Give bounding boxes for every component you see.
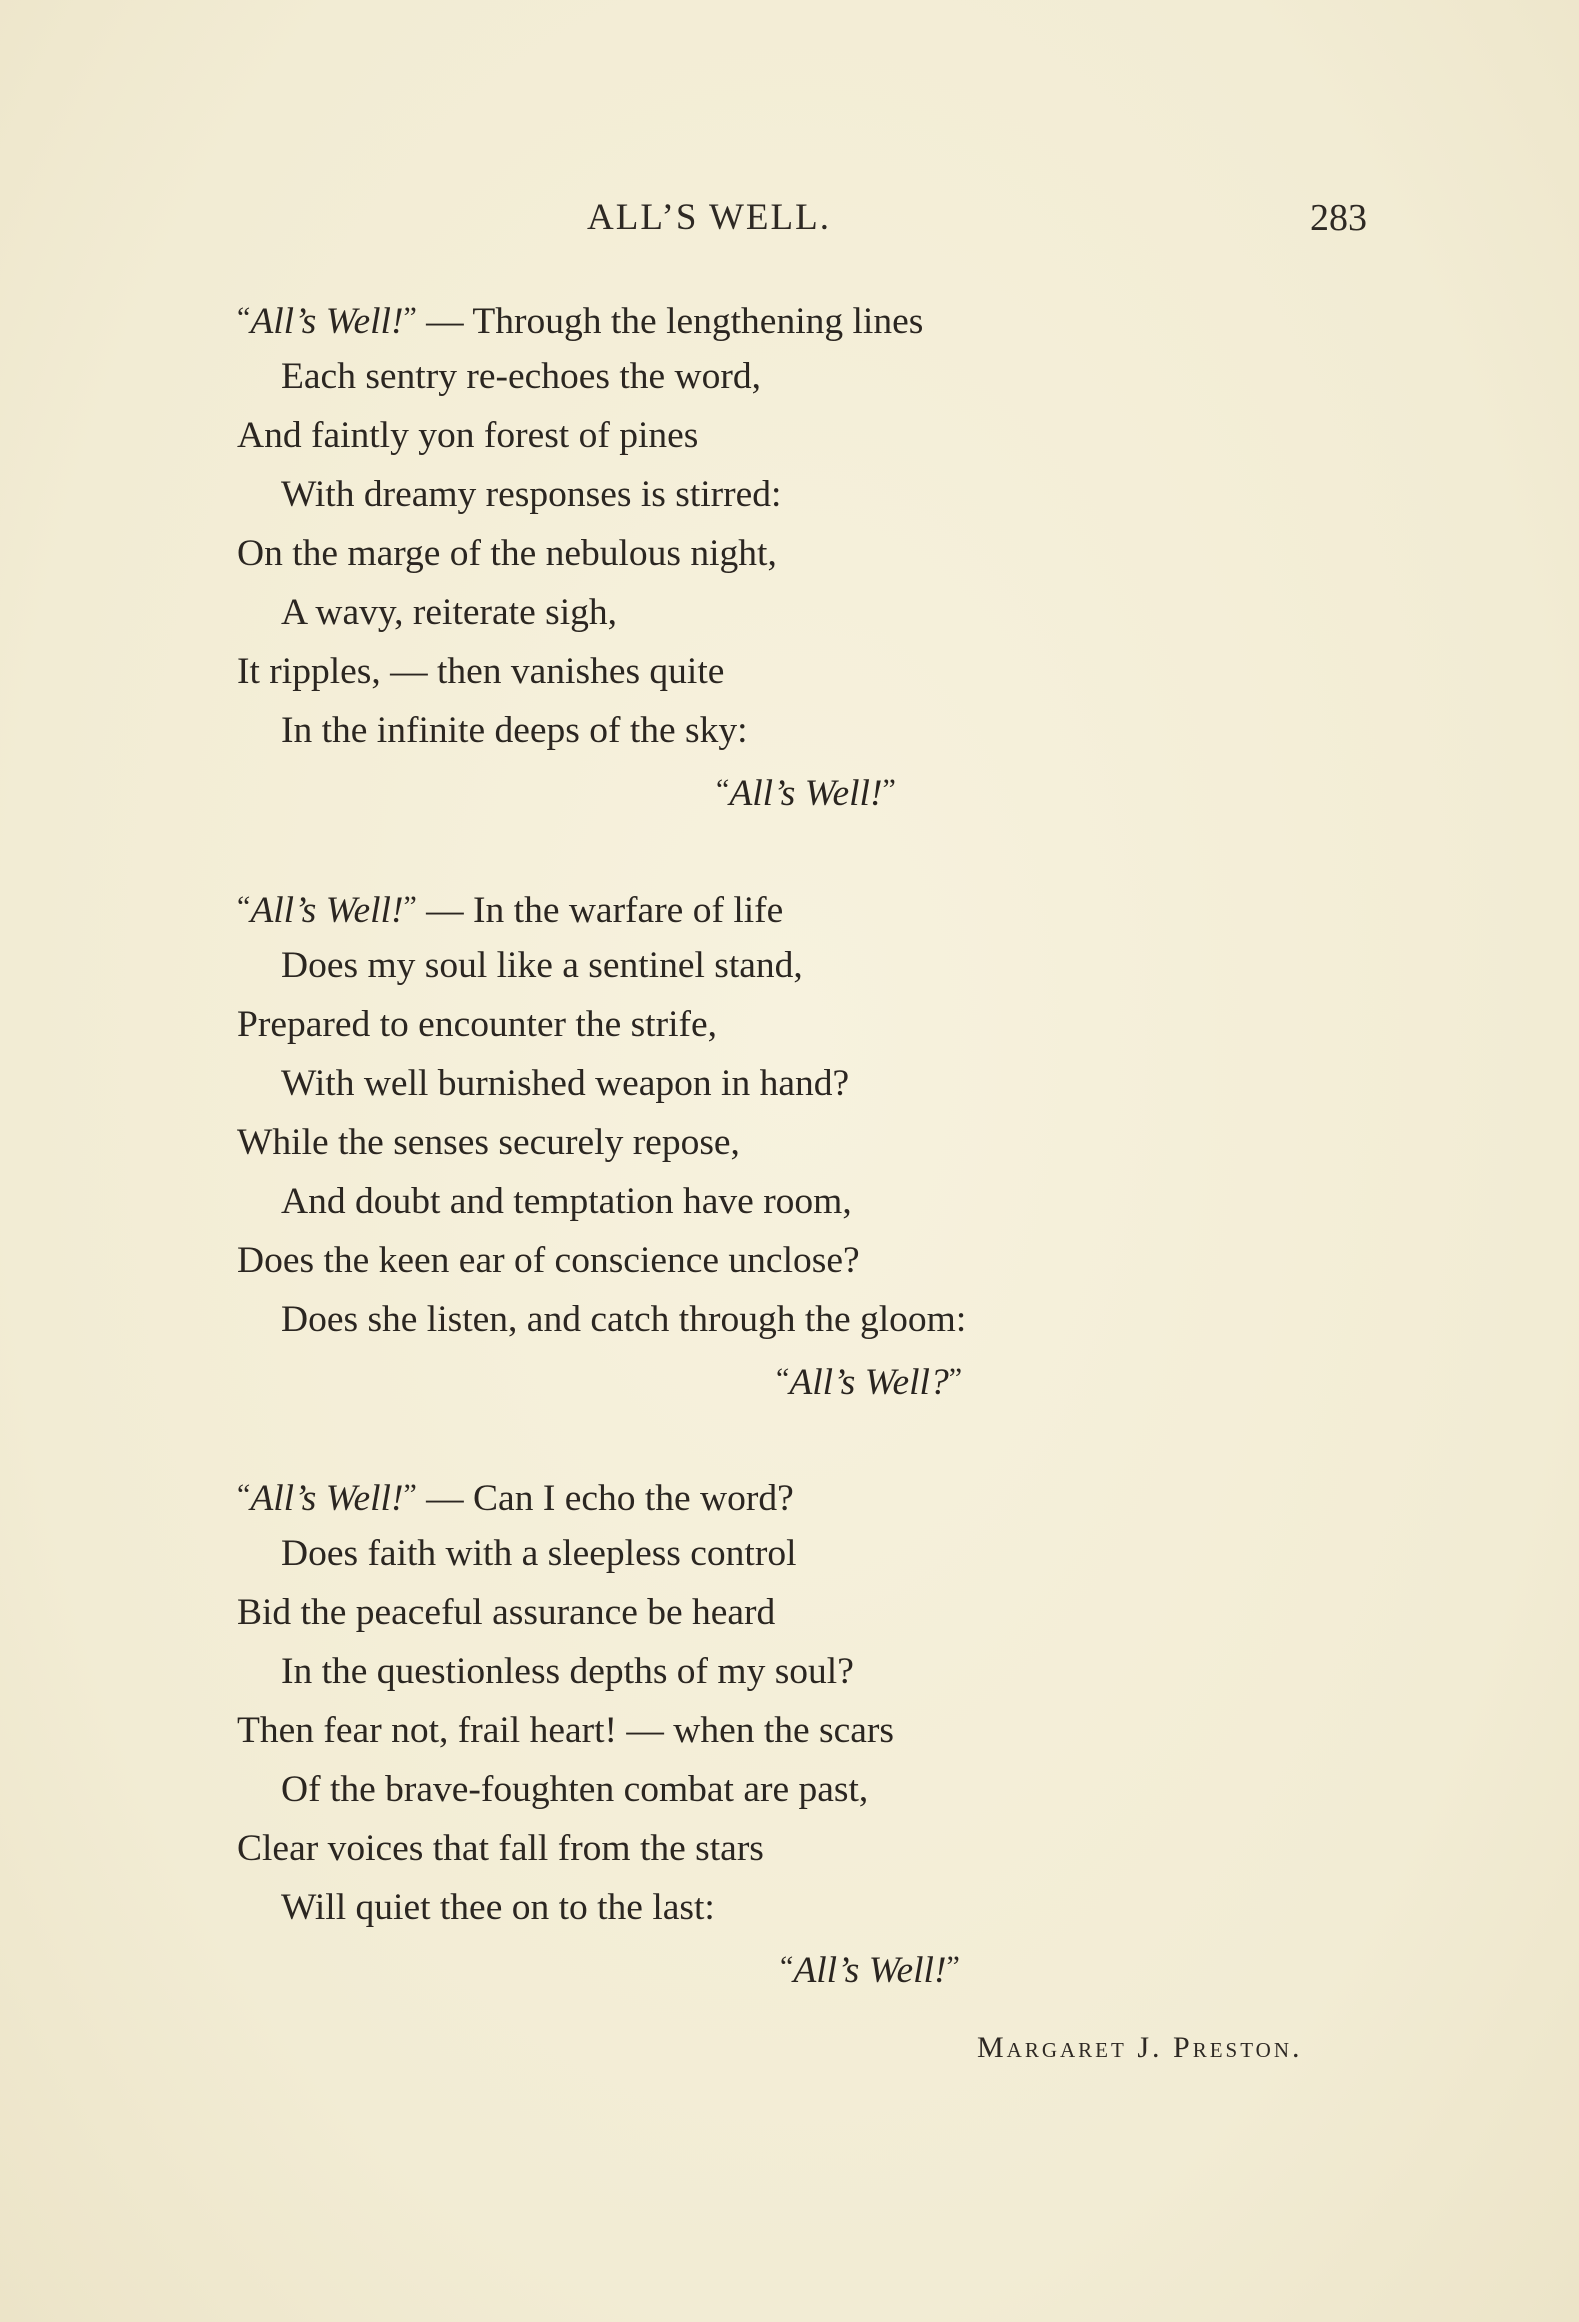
stanza-1-line-3: With dreamy responses is stirred: [281,474,782,515]
stanza-2-opening-line: “All’s Well!” — In the warfare of life [237,890,784,931]
stanza-2-opening-refrain: All’s Well! [250,890,404,931]
stanza-1-line-4: On the marge of the nebulous night, [237,533,777,574]
stanza-1-opening-refrain: All’s Well! [250,301,404,342]
stanza-1-opening-rest: — Through the lengthening lines [416,301,924,342]
stanza-2-closing-refrain: All’s Well? [789,1362,949,1403]
stanza-2-line-6: Does the keen ear of conscience unclose? [237,1240,860,1281]
stanza-3-line-6: Clear voices that fall from the stars [237,1828,764,1869]
stanza-2-closing-line: “All’s Well?” [776,1362,963,1403]
stanza-1-line-5: A wavy, reiterate sigh, [281,592,617,633]
stanza-1-closing-line: “All’s Well!” [716,773,896,814]
stanza-2-opening-rest: — In the warfare of life [416,890,784,931]
running-title: ALL’S WELL. [587,197,831,238]
stanza-2-line-4: While the senses securely repose, [237,1122,740,1163]
page-number: 283 [1310,197,1367,239]
stanza-3-closing-line: “All’s Well!” [780,1950,960,1991]
stanza-1-opening-line: “All’s Well!” — Through the lengthening lines [237,301,924,342]
stanza-3-line-7: Will quiet thee on to the last: [281,1887,715,1928]
running-head [0,196,1579,246]
stanza-3-line-2: Bid the peaceful assurance be heard [237,1592,776,1633]
author-signature: Margaret J. Preston. [977,2031,1303,2064]
stanza-3-closing-refrain: All’s Well! [793,1950,947,1991]
stanza-3-opening-rest: — Can I echo the word? [416,1478,794,1519]
stanza-3-opening-refrain: All’s Well! [250,1478,404,1519]
stanza-2-line-1: Does my soul like a sentinel stand, [281,945,803,986]
stanza-3-line-4: Then fear not, frail heart! — when the scars [237,1710,895,1751]
stanza-1-line-2: And faintly yon forest of pines [237,415,699,456]
stanza-1-closing-refrain: All’s Well! [729,773,883,814]
stanza-3-line-3: In the questionless depths of my soul? [281,1651,854,1692]
stanza-1-line-7: In the infinite deeps of the sky: [281,710,748,751]
stanza-2-line-5: And doubt and temptation have room, [281,1181,852,1222]
stanza-2-line-2: Prepared to encounter the strife, [237,1004,718,1045]
stanza-1-line-1: Each sentry re-echoes the word, [281,356,761,397]
stanza-3-line-5: Of the brave-foughten combat are past, [281,1769,869,1810]
stanza-3-line-1: Does faith with a sleepless control [281,1533,797,1574]
stanza-2-line-3: With well burnished weapon in hand? [281,1063,850,1104]
stanza-1-line-6: It ripples, — then vanishes quite [237,651,725,692]
stanza-2-line-7: Does she listen, and catch through the gloom: [281,1299,967,1340]
stanza-3-opening-line: “All’s Well!” — Can I echo the word? [237,1478,794,1519]
